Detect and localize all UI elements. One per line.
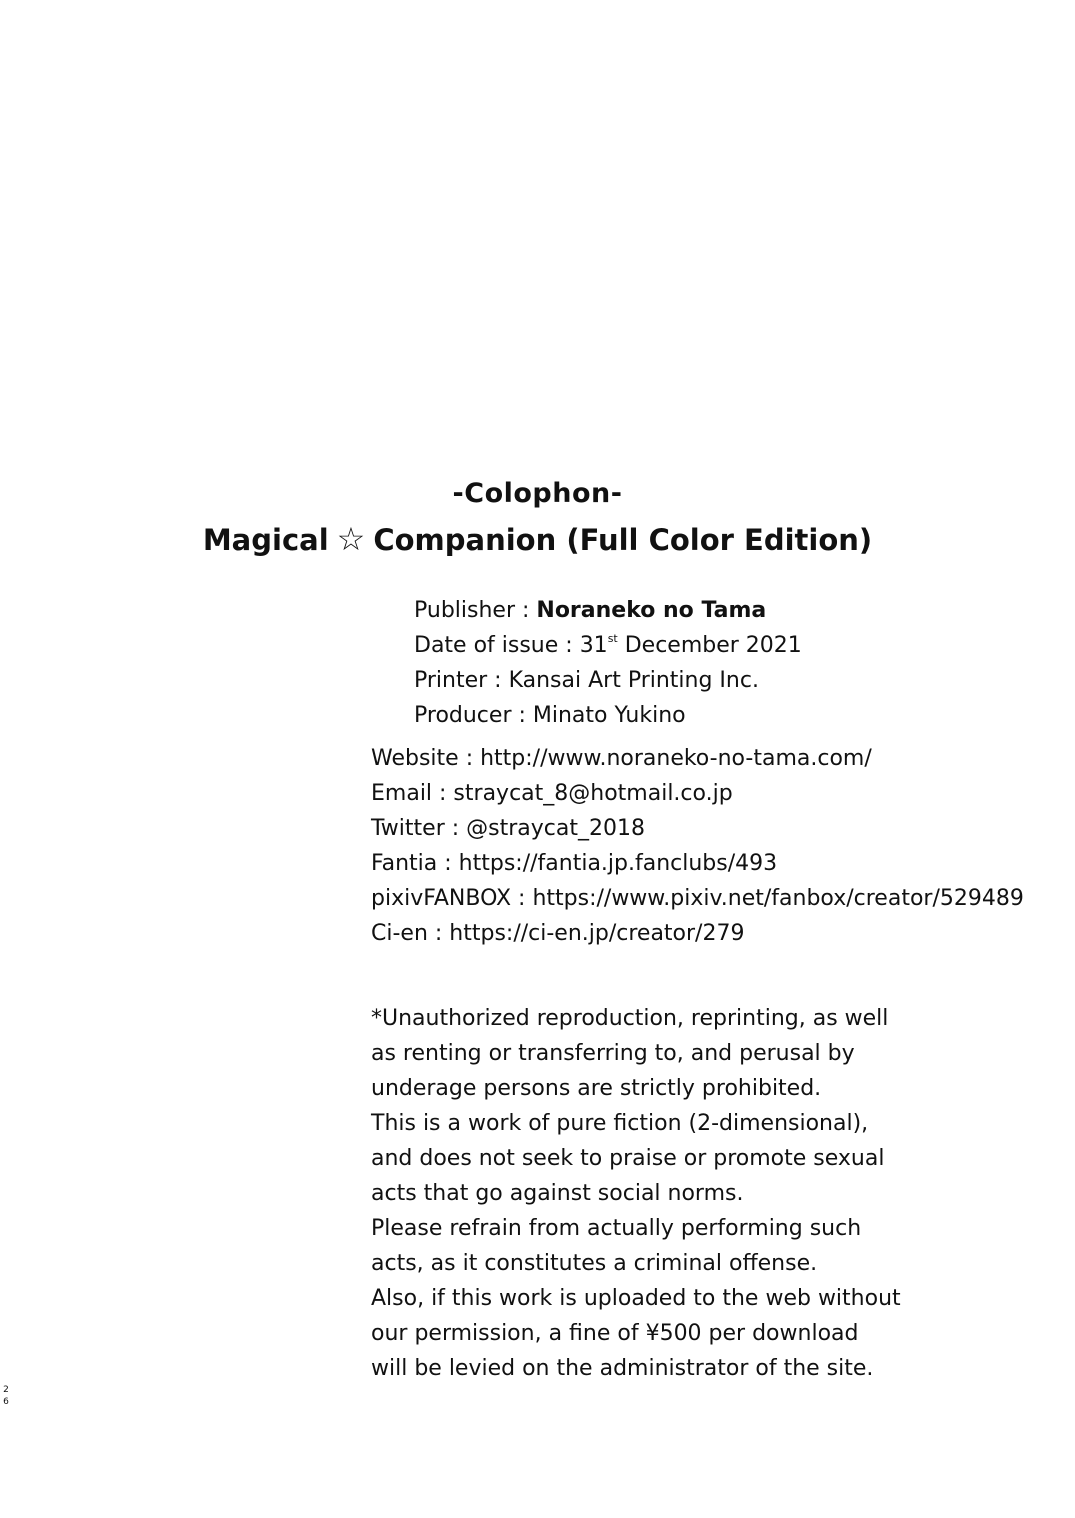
publisher-line bbox=[414, 600, 766, 622]
notice-line: underage persons are strictly prohibited. bbox=[371, 1076, 822, 1101]
notice-line: *Unauthorized reproduction, reprinting, as well bbox=[371, 1006, 889, 1031]
notice-line: Also, if this work is uploaded to the web without bbox=[371, 1286, 901, 1311]
producer-line: Producer : Minato Yukino bbox=[414, 703, 686, 728]
fantia-line: Fantia : https://fantia.jp.fanclubs/493 bbox=[371, 851, 778, 876]
ci-en-line: Ci-en : https://ci-en.jp/creator/279 bbox=[371, 921, 745, 946]
date-of-issue-line bbox=[414, 632, 802, 658]
notice-line: will be levied on the administrator of the site. bbox=[371, 1356, 874, 1381]
publisher-label: Publisher : bbox=[414, 598, 537, 623]
notice-line: Please refrain from actually performing such bbox=[371, 1216, 862, 1241]
notice-line: This is a work of pure fiction (2-dimensional), bbox=[371, 1111, 869, 1136]
date-label: Date of issue : 31 bbox=[414, 633, 608, 658]
colophon-heading: -Colophon- bbox=[452, 478, 623, 509]
title-part-2: Companion (Full Color Edition) bbox=[373, 523, 873, 557]
publisher-name: Noraneko no Tama bbox=[536, 598, 767, 623]
notice-line: acts, as it constitutes a criminal offense. bbox=[371, 1251, 818, 1276]
pixivfanbox-line: pixivFANBOX : https://www.pixiv.net/fanbox/creator/529489 bbox=[371, 886, 1024, 911]
twitter-line: Twitter : @straycat_2018 bbox=[371, 816, 645, 841]
date-ordinal-suffix: st bbox=[607, 632, 618, 645]
star-outline-icon: ☆ bbox=[336, 520, 366, 558]
notice-line: and does not seek to praise or promote sexual bbox=[371, 1146, 885, 1171]
title-part-1: Magical bbox=[202, 523, 329, 557]
website-line: Website : http://www.noraneko-no-tama.com/ bbox=[371, 746, 872, 771]
notice-line: acts that go against social norms. bbox=[371, 1181, 744, 1206]
notice-line: our permission, a fine of ¥500 per download bbox=[371, 1321, 859, 1346]
page-number: 26 bbox=[3, 1385, 9, 1407]
email-line: Email : straycat_8@hotmail.co.jp bbox=[371, 781, 733, 806]
notice-line: as renting or transferring to, and perusal by bbox=[371, 1041, 855, 1066]
date-rest: December 2021 bbox=[617, 633, 802, 658]
printer-line: Printer : Kansai Art Printing Inc. bbox=[414, 668, 759, 693]
book-title bbox=[0, 520, 1075, 558]
